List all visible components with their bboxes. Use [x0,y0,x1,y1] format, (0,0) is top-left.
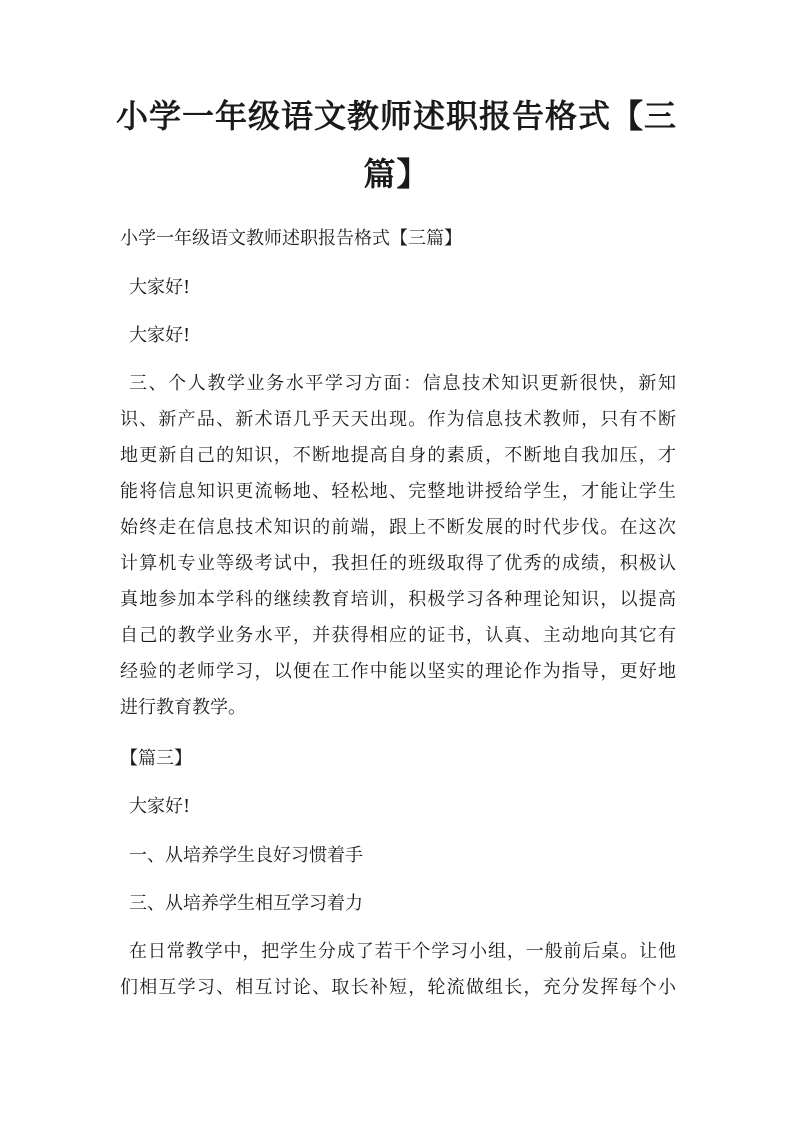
heading-3: 三、从培养学生相互学习着力 [129,893,363,914]
paragraph-line: 始终走在信息技术知识的前端，跟上不断发展的时代步伐。在这次 [120,517,676,538]
greeting-3: 大家好! [129,796,191,817]
paragraph-line: 识、新产品、新术语几乎天天出现。作为信息技术教师，只有不断 [120,409,676,430]
document-title-line-1: 小学一年级语文教师述职报告格式【三 [115,97,677,135]
paragraph-last [120,934,676,1006]
paragraph-line: 们相互学习、相互讨论、取长补短，轮流做组长，充分发挥每个小 [120,977,676,998]
heading-1: 一、从培养学生良好习惯着手 [129,845,363,866]
subtitle: 小学一年级语文教师述职报告格式【三篇】 [120,228,462,249]
paragraph-line: 能将信息知识更流畅地、轻松地、完整地讲授给学生，才能让学生 [120,481,676,502]
paragraph-line: 计算机专业等级考试中，我担任的班级取得了优秀的成绩，积极认 [120,553,676,574]
paragraph-line: 地更新自己的知识，不断地提高自身的素质，不断地自我加压，才 [120,445,676,466]
paragraph-line: 自己的教学业务水平，并获得相应的证书，认真、主动地向其它有 [120,625,676,646]
paragraph-line: 经验的老师学习，以便在工作中能以坚实的理论作为指导，更好地 [120,661,676,682]
paragraph-line: 三、个人教学业务水平学习方面：信息技术知识更新很快，新知 [129,373,676,394]
section-label: 【篇三】 [120,748,192,769]
greeting-1: 大家好! [129,277,191,298]
greeting-2: 大家好! [129,325,191,346]
paragraph-line: 进行教育教学。 [120,697,246,718]
paragraph-line: 真地参加本学科的继续教育培训，积极学习各种理论知识，以提高 [120,589,676,610]
document-title-line-2: 篇】 [363,155,430,193]
paragraph-main [120,366,676,726]
paragraph-line: 在日常教学中，把学生分成了若干个学习小组，一般前后桌。让他 [129,941,676,962]
